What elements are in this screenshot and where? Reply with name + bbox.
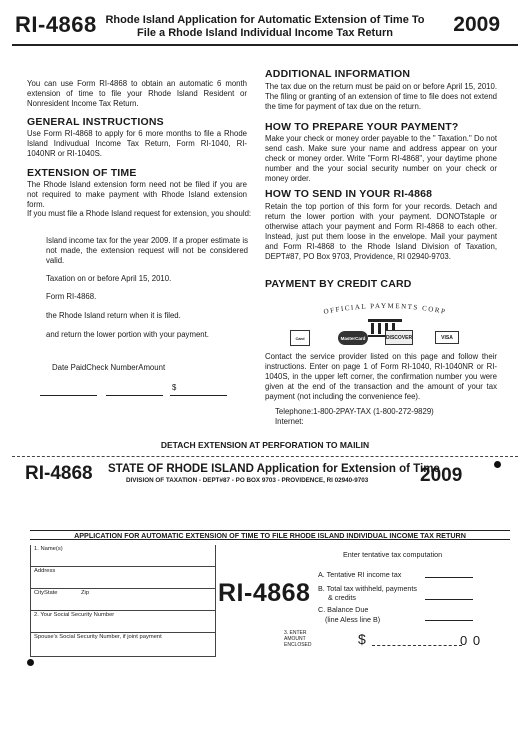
voucher-big-form-number: RI-4868 — [218, 579, 311, 607]
detach-instruction: DETACH EXTENSION AT PERFORATION TO MAILIN — [160, 440, 370, 450]
instruction-item-5: and return the lower portion with your payment. — [46, 330, 209, 339]
address-field[interactable] — [30, 567, 216, 589]
city-state-label: CityState — [34, 590, 58, 596]
if-you-must-text: If you must file a Rhode Island request for extension, you should: — [27, 209, 252, 218]
name-field[interactable] — [30, 545, 216, 567]
amount-dollar-sign: $ — [358, 631, 366, 647]
additional-info-text: The tax due on the return must be paid on or before April 15, 2010. The filing or granting of an extension of time to file does not extend the time for payment of tax due on the return. — [265, 82, 497, 111]
ssn-field[interactable] — [30, 611, 216, 633]
visa-card-icon: VISA — [435, 331, 459, 344]
ssn-field-label: 2. Your Social Security Number — [34, 612, 115, 618]
calc-line-b-input[interactable] — [425, 599, 473, 600]
calc-line-b-label-2: & credits — [328, 593, 356, 602]
prepare-payment-text: Make your check or money order payable to the " Taxation." Do not send cash. Make sure your name and address appear on your check or money order. Write "Form RI-4868", your daytime phone number and the your social security number on your check or money order. — [265, 134, 497, 183]
voucher-subtitle: DIVISION OF TAXATION - DEPT#87 - PO BOX 9703 - PROVIDENCE, RI 02940-9703 — [126, 477, 369, 484]
amount-enclosed-input[interactable] — [372, 645, 462, 646]
perforation-line — [12, 456, 518, 457]
general-instructions-heading: GENERAL INSTRUCTIONS — [27, 116, 164, 128]
application-title-bar: APPLICATION FOR AUTOMATIC EXTENSION OF TIME TO FILE RHODE ISLAND INDIVIDUAL INCOME TAX RETURN — [30, 530, 510, 540]
voucher-form-number: RI-4868 — [25, 463, 93, 484]
record-amount-dollar: $ — [172, 383, 177, 392]
calc-line-a-input[interactable] — [425, 577, 473, 578]
registration-dot-bottom — [27, 659, 34, 666]
instruction-item-1: Island income tax for the year 2009. If a proper estimate is not made, the extension request will not be considered valid. — [46, 236, 248, 265]
form-title — [100, 14, 430, 40]
calc-heading: Enter tentative tax computation — [343, 550, 443, 559]
send-ri4868-text: Retain the top portion of this form for your records. Detach and return the lower portion with your payment. DONOTstaple or otherwise attach your payment and Form RI-4868 to each other. Instead, just put them loose in the envelope. Mail your payment and Form RI-4868 to the Rhode Island Division of Taxation, DEPT#87, PO Box 9703, Providence, RI 02940-9703. — [265, 202, 497, 261]
official-payments-logo-text: OFFICIAL PAYMENTS CORP — [322, 301, 448, 316]
address-field-label: Address — [34, 568, 56, 574]
tax-year: 2009 — [453, 13, 500, 36]
record-date-line[interactable] — [40, 395, 97, 396]
prepare-payment-heading: HOW TO PREPARE YOUR PAYMENT? — [265, 121, 459, 133]
name-field-label: 1. Name(s) — [34, 546, 63, 552]
additional-info-heading: ADDITIONAL INFORMATION — [265, 68, 411, 80]
svg-text:OFFICIAL PAYMENTS CORP — [323, 302, 447, 316]
record-amount-line[interactable] — [170, 395, 227, 396]
calc-line-c-label: C. Balance Due — [318, 605, 369, 614]
calc-line-c-label-2: (line Aless line B) — [325, 615, 381, 624]
enter-amount-label: 3. ENTER AMOUNT ENCLOSED — [284, 630, 312, 648]
intro-text: You can use Form RI-4868 to obtain an automatic 6 month extension of time to file your Rhode Island Resident or Nonresident Income Tax Return. — [27, 79, 247, 108]
header-rule — [12, 44, 518, 46]
internet-text: Internet: — [275, 417, 304, 426]
send-ri4868-heading: HOW TO SEND IN YOUR RI-4868 — [265, 188, 433, 200]
city-state-zip-field[interactable] — [30, 589, 216, 611]
calc-line-c-input[interactable] — [425, 620, 473, 621]
calc-line-a-label: A. Tentative RI income tax — [318, 570, 402, 579]
extension-of-time-text: The Rhode Island extension form need not be filed if you are not required to make payment with Rhode Island extension form. — [27, 180, 247, 209]
voucher-year: 2009 — [420, 465, 463, 486]
instruction-item-3: Form RI-4868. — [46, 292, 97, 301]
form-title-line1: Rhode Island Application for Automatic Extension of Time To — [105, 14, 425, 26]
spouse-ssn-field[interactable] — [30, 633, 216, 657]
record-column-headers: Date PaidCheck NumberAmount — [52, 363, 166, 372]
discover-card-icon: DISCOVER — [385, 330, 413, 345]
amex-card-icon: Card — [290, 330, 310, 346]
amount-cents: 0 0 — [460, 633, 482, 648]
contact-provider-text: Contact the service provider listed on this page and follow their instructions. Enter on page 1 of Form RI-1040, RI-1040NR or RI-1040S, in the upper left corner, the confirmation number you were given at the end of the transaction and the amount of your tax payment (not including the convenience fee). — [265, 352, 497, 401]
credit-card-heading: PAYMENT BY CREDIT CARD — [265, 278, 412, 290]
instruction-item-4: the Rhode Island return when it is filed. — [46, 311, 181, 320]
extension-of-time-heading: EXTENSION OF TIME — [27, 167, 137, 179]
registration-dot-top — [494, 461, 501, 468]
form-number: RI-4868 — [15, 12, 97, 37]
mastercard-icon: MasterCard — [338, 331, 368, 345]
calc-line-b-label: B. Total tax withheld, payments — [318, 584, 417, 593]
form-title-line2: File a Rhode Island Individual Income Tax Return — [137, 27, 393, 39]
instruction-item-2: Taxation on or before April 15, 2010. — [46, 274, 172, 283]
telephone-text: Telephone:1-800-2PAY-TAX (1-800-272-9829) — [275, 407, 434, 416]
voucher-title: STATE OF RHODE ISLAND Application for Extension of Time — [108, 463, 440, 475]
record-check-line[interactable] — [106, 395, 163, 396]
zip-label: Zip — [81, 590, 90, 596]
general-instructions-text: Use Form RI-4868 to apply for 6 more months to file a Rhode Island Indivudual Income Tax Return, Form RI-1040, RI-1040NR or RI-1040S. — [27, 129, 247, 158]
spouse-ssn-field-label: Spouse's Social Security Number, if joint payment — [34, 634, 162, 640]
